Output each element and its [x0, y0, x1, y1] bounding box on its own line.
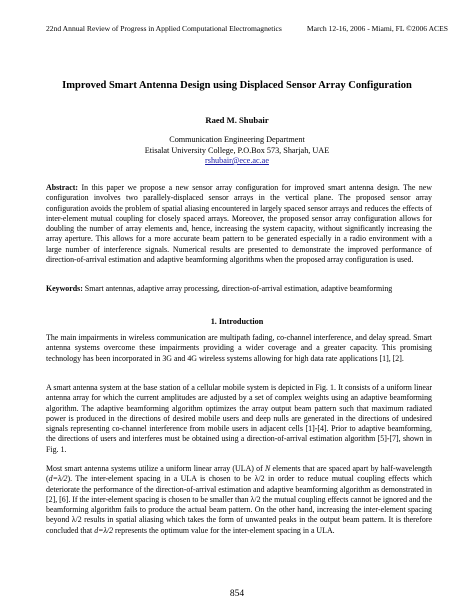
affiliation-address: Etisalat University College, P.O.Box 573, Sharjah, UAE	[144, 146, 330, 155]
author-email-link[interactable]: rshubair@ece.ac.ae	[205, 156, 269, 165]
running-header-left: 22nd Annual Review of Progress in Applied Computational Electromagnetics	[46, 24, 282, 33]
section-heading-introduction: 1. Introduction	[210, 317, 264, 326]
math-spacing: d=λ/2	[48, 474, 68, 484]
keywords-label: Keywords:	[46, 284, 83, 293]
keywords	[46, 284, 432, 294]
text-run: ). The inter-element spacing in a ULA is chosen to be λ/2 in order to reduce mutual coupling effects which deteriorate the performance of the direction-of-arrival estimation and adaptive beamforming algorithm as demonstrated in [2], [6]. If the inter-element spacing is chosen to be smaller than λ/2 the mutual coupling effects cannot be ignored and the beamforming algorithm fails to produce the actual beam pattern. On the other hand, increasing the inter-element spacing beyond λ/2 results in spatial aliasing which takes the form of unwanted peaks in the output beam pattern. It is therefore concluded that	[46, 474, 432, 535]
author-name: Raed M. Shubair	[205, 115, 269, 125]
text-run: elements that are spaced apart by half-wavelength (	[46, 464, 432, 484]
math-N: N	[265, 464, 271, 473]
intro-paragraph-3	[46, 464, 432, 536]
text-run: Most smart antenna systems utilize a uniform linear array (ULA) of	[46, 464, 265, 473]
intro-paragraph-1: The main impairments in wireless communication are multipath fading, co-channel interference, and delay spread. Smart antenna systems overcome these impairments providing a wider coverage and a greater capacity. This promising technology has been incorporated in 3G and 4G wireless systems allowing for high data rate applications [1], [2].	[46, 333, 432, 363]
abstract	[46, 183, 432, 265]
running-header-right: March 12-16, 2006 - Miami, FL ©2006 ACES	[306, 24, 448, 33]
abstract-text: In this paper we propose a new sensor array configuration for improved smart antenna design. The new configuration involves two parallely-displaced sensor arrays in the vertical plane. The proposed sensor array configuration avoids the problem of spatial aliasing encountered in largely spaced sensor arrays and reduces the effects of inter-element mutual coupling for closely spaced arrays. Moreover, the proposed sensor array configuration allows for doubling the number of array elements and, hence, increasing the system capacity, without significantly increasing the array aperture. This allows for a more accurate beam pattern to be generated especially in a radio environment with a large number of interference signals. Numerical results are presented to demonstrate the improved performance of direction-of-arrival estimation and adaptive beamforming algorithms when the proposed array configuration is used.	[46, 183, 432, 265]
paper-title: Improved Smart Antenna Design using Displaced Sensor Array Configuration	[62, 80, 412, 91]
keywords-text: Smart antennas, adaptive array processing, direction-of-arrival estimation, adaptive beamforming	[82, 284, 393, 293]
abstract-label: Abstract:	[46, 183, 78, 192]
intro-paragraph-2: A smart antenna system at the base station of a cellular mobile system is depicted in Fig. 1. It consists of a uniform linear antenna array for which the current amplitudes are adjusted by a set of complex weights using an adaptive beamforming algorithm. The adaptive beamforming algorithm optimizes the array output beam pattern such that maximum radiated power is produced in the directions of desired mobile users and deep nulls are generated in the directions of undesired signals representing co-channel interference from mobile users in adjacent cells [1]-[4]. Prior to adaptive beamforming, the directions of users and interferes must be obtained using a direction-of-arrival estimation algorithm [5]-[7], shown in Fig. 1.	[46, 383, 432, 454]
page-number: 854	[229, 589, 245, 599]
affiliation-department: Communication Engineering Department	[169, 135, 305, 144]
text-run: represents the optimum value for the inter-element spacing in a ULA.	[113, 525, 335, 535]
math-spacing: d=λ/2	[94, 525, 114, 535]
